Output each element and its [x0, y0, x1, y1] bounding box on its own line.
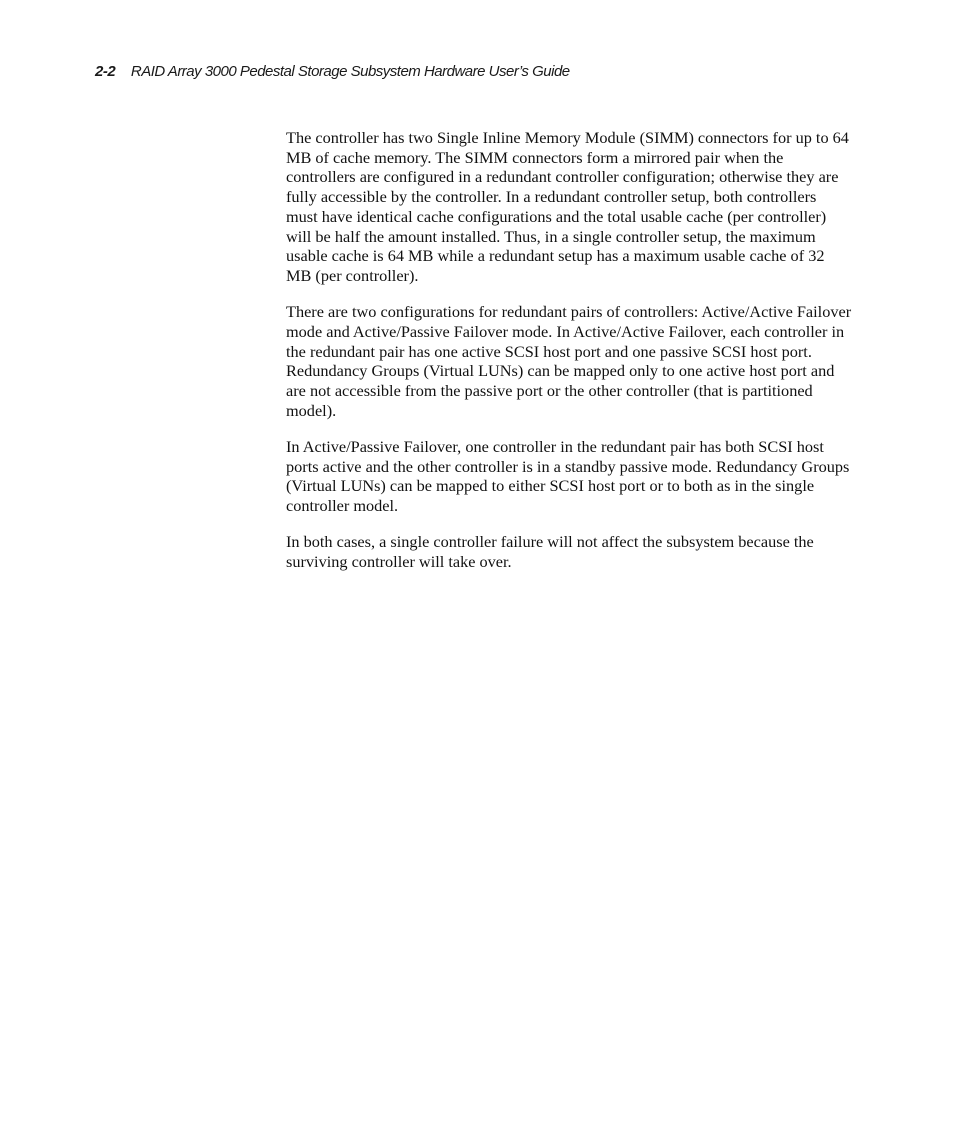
body-text — [286, 128, 852, 588]
running-header — [95, 63, 570, 80]
paragraph-redundant-configurations: There are two configurations for redundant pairs of controllers: Active/Active Failover mode and Active/Passive Failover mode. In Active/Active Failover, each controller in the redundant pair has one active SCSI host port and one passive SCSI host port. Redundancy Groups (Virtual LUNs) can be mapped only to one active host port and are not accessible from the passive port or the other controller (that is partitioned model). — [286, 302, 852, 420]
paragraph-cache-memory: The controller has two Single Inline Memory Module (SIMM) connectors for up to 64 MB of cache memory. The SIMM connectors form a mirrored pair when the controllers are configured in a redundant controller configuration; otherwise they are fully accessible by the controller. In a redundant controller setup, both controllers must have identical cache configurations and the total usable cache (per controller) will be half the amount installed. Thus, in a single controller setup, the maximum usable cache is 64 MB while a redundant setup has a maximum usable cache of 32 MB (per controller). — [286, 128, 849, 285]
paragraph-active-passive-failover: In Active/Passive Failover, one controller in the redundant pair has both SCSI host ports active and the other controller is in a standby passive mode. Redundancy Groups (Virtual LUNs) can be mapped to either SCSI host port or to both as in the single controller model. — [286, 436, 850, 515]
document-title: RAID Array 3000 Pedestal Storage Subsystem Hardware User’s Guide — [130, 63, 570, 80]
paragraph-controller-failure: In both cases, a single controller failure will not affect the subsystem because the surviving controller will take over. — [286, 532, 814, 571]
page-number: 2-2 — [95, 63, 116, 80]
